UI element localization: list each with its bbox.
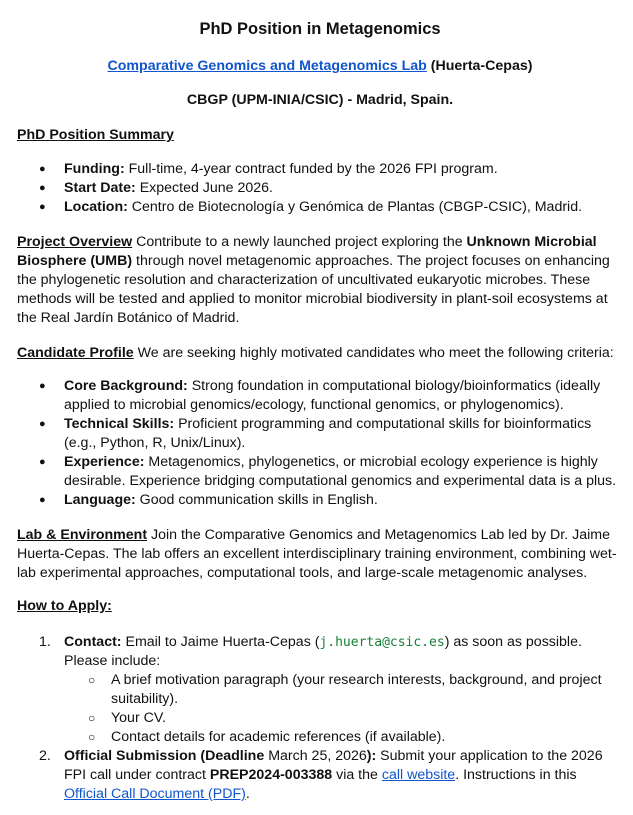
summary-heading: PhD Position Summary (17, 127, 174, 143)
lab-suffix: (Huerta-Cepas) (426, 58, 533, 74)
page-title: PhD Position in Metagenomics (199, 20, 441, 38)
list-item: ○ A brief motivation paragraph (your research interests, background, and project suitability). (64, 671, 623, 709)
list-item: ● Language: Good communication skills in English. (17, 491, 623, 510)
apply-heading: How to Apply: (17, 598, 112, 614)
candidate-heading: Candidate Profile (17, 345, 134, 361)
call-website-link[interactable]: call website (381, 767, 456, 783)
official-call-document-link[interactable]: Official Call Document (PDF) (64, 786, 246, 802)
apply-steps (17, 633, 623, 804)
apply-step-submission: 2. Official Submission (Deadline March 25, 2026): Submit your application to the 2026 FPI call under contract PREP2024-003388 via the call website. Instructions in this Official Call Document (PDF). (39, 748, 603, 802)
lab-line (17, 58, 623, 74)
list-item: ● Funding: Full-time, 4-year contract funded by the 2026 FPI program. (17, 160, 623, 179)
list-item: ○ Your CV. (64, 709, 623, 728)
list-item: ● Location: Centro de Biotecnología y Genómica de Plantas (CBGP-CSIC), Madrid. (17, 198, 623, 217)
list-item: ● Experience: Metagenomics, phylogenetics, or microbial ecology experience is highly desirable. Experience bridging computational genomics and experimental data is a plus. (17, 453, 623, 491)
candidate-list (17, 377, 623, 510)
list-item: ○ Contact details for academic references (if available). (64, 728, 623, 747)
summary-list (17, 160, 623, 217)
lab-link[interactable]: Comparative Genomics and Metagenomics Lab (107, 58, 427, 74)
list-item: ● Start Date: Expected June 2026. (17, 179, 623, 198)
environment-heading: Lab & Environment (17, 527, 148, 543)
candidate-profile: Candidate Profile We are seeking highly motivated candidates who meet the following criteria: (17, 345, 614, 361)
project-overview: Project Overview Contribute to a newly launched project exploring the Unknown Microbial Biosphere (UMB) through novel metagenomic approaches. The project focuses on enhancing the phylogenetic resolution and characterization of uncultivated eukaryotic microbes. These methods will be tested and applied to monitor microbial biodiversity in plant-soil ecosystems at the Real Jardín Botánico of Madrid. (17, 234, 610, 326)
list-item: ● Technical Skills: Proficient programming and computational skills for bioinformatics (e.g., Python, R, Unix/Linux). (17, 415, 623, 453)
contact-email[interactable]: j.huerta@csic.es (319, 635, 445, 650)
contract-id: PREP2024-003388 (209, 767, 333, 783)
list-item: ● Core Background: Strong foundation in computational biology/bioinformatics (ideally applied to microbial genomics/ecology, functional genomics, or phylogenomics). (17, 377, 623, 415)
overview-heading: Project Overview (17, 234, 133, 250)
affiliation: CBGP (UPM-INIA/CSIC) - Madrid, Spain. (186, 92, 454, 108)
lab-environment: Lab & Environment Join the Comparative Genomics and Metagenomics Lab led by Dr. Jaime Huerta-Cepas. The lab offers an excellent interdisciplinary training environment, combining wet-lab experimental approaches, computational tools, and large-scale metagenomic analyses. (17, 527, 617, 581)
include-list (64, 671, 623, 747)
umb-term: Unknown Microbial Biosphere (UMB) (17, 234, 597, 269)
apply-step-contact: 1. Contact: Email to Jaime Huerta-Cepas (j.huerta@csic.es) as soon as possible. Please include: ○ A brief motivation paragraph (your research interests, background, and project suitability). ○ Your CV. ○ Contact details for academic references (if available). (17, 633, 623, 747)
